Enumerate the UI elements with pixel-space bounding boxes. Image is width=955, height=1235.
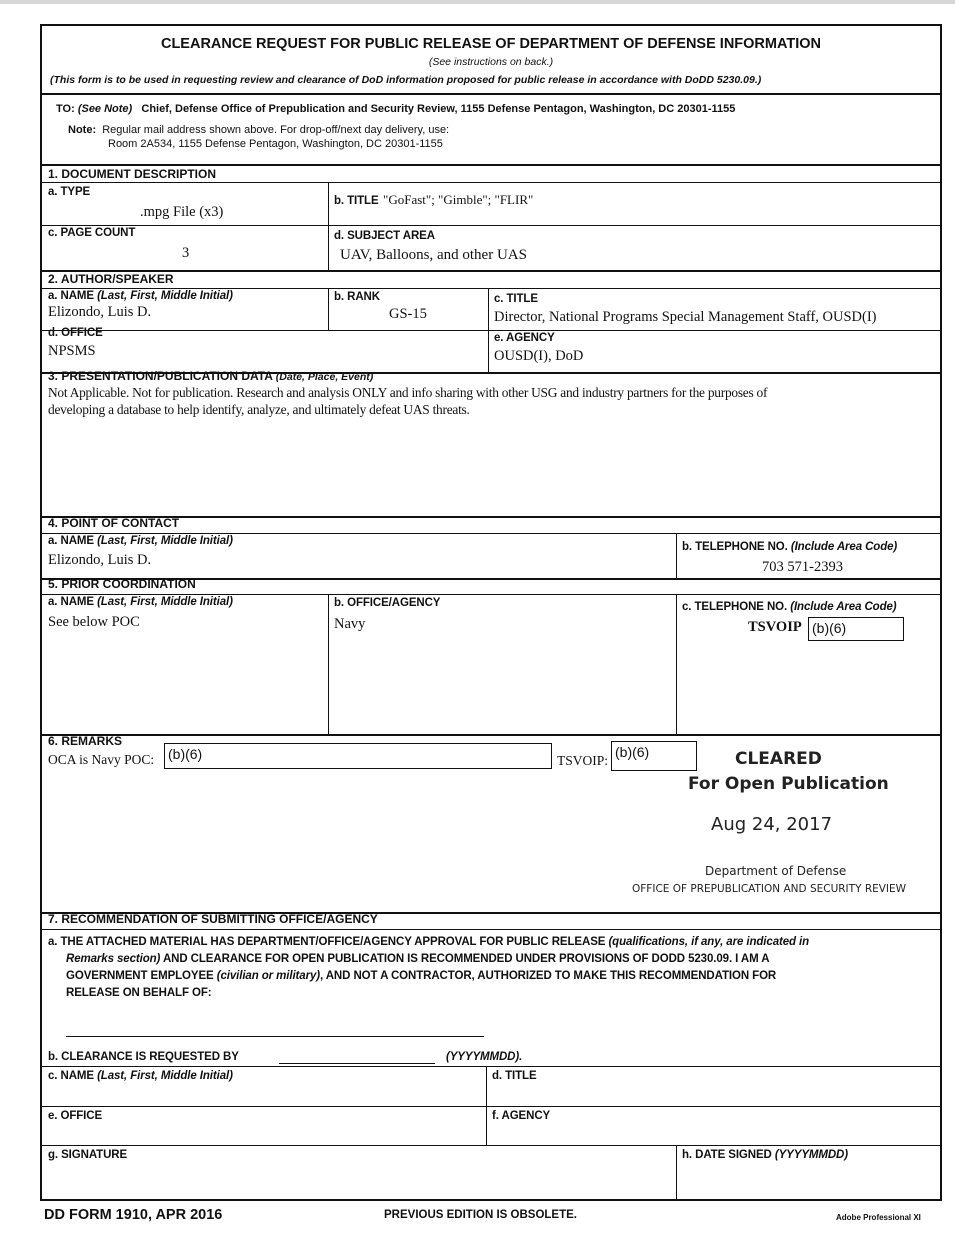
section2-heading: 2. AUTHOR/SPEAKER: [48, 272, 174, 286]
poc-phone-value: 703 571-2393: [762, 559, 843, 575]
note-text-2: Room 2A534, 1155 Defense Pentagon, Washington, DC 20301-1155: [108, 138, 443, 150]
clearance-date-line[interactable]: [279, 1063, 435, 1064]
doc-type-value: .mpg File (x3): [140, 204, 224, 220]
to-line: [56, 103, 735, 115]
form-id: DD FORM 1910, APR 2016: [44, 1207, 223, 1223]
rec-a-line3: GOVERNMENT EMPLOYEE: [66, 970, 217, 982]
software-note: Adobe Professional XI: [836, 1213, 921, 1222]
presentation-line-1: Not Applicable. Not for publication. Research and analysis ONLY and info sharing with other USG and industry partners for the purposes of: [48, 385, 768, 400]
section3-hint: (Date, Place, Event): [275, 371, 374, 383]
recommendation-line-3: [66, 970, 776, 982]
presentation-line-2: developing a database to help identify, analyze, and ultimately defeat UAS threats.: [48, 402, 470, 417]
rec-name-hint: (Last, First, Middle Initial): [97, 1070, 233, 1082]
recommendation-line-1: [48, 936, 809, 948]
rec-a-line1-it: (qualifications, if any, are indicated in: [608, 936, 810, 948]
prior-office-value: Navy: [334, 616, 366, 632]
form-title: CLEARANCE REQUEST FOR PUBLIC RELEASE OF DEPARTMENT OF DEFENSE INFORMATION: [160, 36, 822, 52]
rec-office-label: e. OFFICE: [48, 1110, 103, 1122]
author-name-value: Elizondo, Luis D.: [48, 304, 152, 320]
page-count-value: 3: [182, 245, 190, 261]
poc-name-label-wrap: [48, 535, 233, 547]
stamp-dept: Department of Defense: [705, 864, 847, 878]
stamp-for-open-publication: For Open Publication: [688, 774, 889, 794]
clearance-date-hint: (YYYYMMDD).: [446, 1051, 523, 1063]
poc-name-value: Elizondo, Luis D.: [48, 552, 152, 568]
poc-phone-hint: (Include Area Code): [790, 541, 898, 553]
rec-signature-label: g. SIGNATURE: [48, 1149, 128, 1161]
note-line: [68, 124, 449, 136]
to-address: Chief, Defense Office of Prepublication and Security Review, 1155 Defense Pentagon, Washington, DC 20301-1155: [141, 103, 736, 115]
rec-a-line1: a. THE ATTACHED MATERIAL HAS DEPARTMENT/OFFICE/AGENCY APPROVAL FOR PUBLIC RELEASE: [48, 936, 609, 948]
prior-phone-label-wrap: [682, 601, 897, 613]
prior-phone-hint: (Include Area Code): [790, 601, 897, 613]
stamp-cleared: CLEARED: [735, 749, 822, 769]
obsolete-note: PREVIOUS EDITION IS OBSOLETE.: [384, 1209, 577, 1221]
rec-a-line3-it: (civilian or military): [216, 970, 320, 982]
prior-phone-redaction: (b)(6): [808, 617, 904, 641]
on-behalf-of-line[interactable]: [66, 1036, 484, 1037]
section6-heading: 6. REMARKS: [48, 734, 123, 748]
subject-area-value: UAV, Balloons, and other UAS: [340, 247, 527, 263]
rec-name-label: c. NAME: [48, 1070, 94, 1082]
doc-title-label: b. TITLE: [334, 195, 379, 207]
author-name-label-wrap: [48, 290, 233, 302]
section7-heading: 7. RECOMMENDATION OF SUBMITTING OFFICE/AGENCY: [48, 912, 378, 926]
poc-phone-label-wrap: [682, 541, 897, 553]
dd-form-1910: [40, 24, 942, 1201]
prior-name-label-wrap: [48, 596, 233, 608]
rec-agency-label: f. AGENCY: [492, 1110, 551, 1122]
rank-value: GS-15: [389, 306, 427, 322]
prior-phone-prefix: TSVOIP: [748, 619, 802, 635]
section5-heading: 5. PRIOR COORDINATION: [48, 577, 196, 591]
clearance-requested-label: b. CLEARANCE IS REQUESTED BY: [48, 1051, 239, 1063]
oca-redaction: (b)(6): [164, 743, 552, 769]
rec-a-line2-it: Remarks section): [66, 953, 161, 965]
doc-title-value: "GoFast"; "Gimble"; "FLIR": [383, 192, 534, 207]
form-purpose: (This form is to be used in requesting review and clearance of DoD information proposed for public release in accordance with DoDD 5230.09.): [50, 74, 762, 86]
section1-heading: 1. DOCUMENT DESCRIPTION: [48, 167, 217, 181]
to-label: TO:: [56, 103, 75, 115]
to-see-note: (See Note): [77, 103, 133, 115]
prior-name-value: See below POC: [48, 614, 140, 630]
note-label: Note:: [68, 124, 97, 136]
prior-name-label: a. NAME: [48, 596, 94, 608]
poc-name-hint: (Last, First, Middle Initial): [97, 535, 233, 547]
note-text-1: Regular mail address shown above. For drop-off/next day delivery, use:: [102, 124, 450, 136]
rec-title-label: d. TITLE: [492, 1070, 537, 1082]
doc-type-label: a. TYPE: [48, 186, 91, 198]
rank-label: b. RANK: [334, 291, 380, 303]
author-name-hint: (Last, First, Middle Initial): [97, 290, 233, 302]
rec-date-signed-hint: (YYYYMMDD): [774, 1149, 848, 1161]
author-agency-label: e. AGENCY: [494, 332, 555, 344]
oca-label: OCA is Navy POC:: [48, 752, 155, 767]
rec-a-line2: AND CLEARANCE FOR OPEN PUBLICATION IS RECOMMENDED UNDER PROVISIONS OF DODD 5230.09. I AM A: [160, 953, 770, 965]
tsvoip-label: TSVOIP:: [557, 753, 609, 768]
tsvoip-redaction: (b)(6): [611, 741, 697, 771]
stamp-office: OFFICE OF PREPUBLICATION AND SECURITY REVIEW: [632, 883, 907, 895]
author-office-label: d. OFFICE: [48, 327, 103, 339]
recommendation-line-2: [66, 953, 769, 965]
form-instructions-note: (See instructions on back.): [428, 56, 554, 68]
section3-heading-wrap: [48, 369, 373, 383]
rec-date-signed-wrap: [682, 1149, 848, 1161]
rec-a-line3-post: , AND NOT A CONTRACTOR, AUTHORIZED TO MAKE THIS RECOMMENDATION FOR: [319, 970, 777, 982]
page-count-label: c. PAGE COUNT: [48, 227, 136, 239]
author-title-value: Director, National Programs Special Management Staff, OUSD(I): [494, 309, 877, 325]
section4-heading: 4. POINT OF CONTACT: [48, 516, 180, 530]
prior-name-hint: (Last, First, Middle Initial): [97, 596, 233, 608]
rec-name-label-wrap: [48, 1070, 233, 1082]
author-title-label: c. TITLE: [494, 293, 538, 305]
author-agency-value: OUSD(I), DoD: [494, 348, 584, 364]
top-edge: [0, 0, 955, 4]
section3-heading: 3. PRESENTATION/PUBLICATION DATA: [48, 369, 273, 383]
rec-a-line4: RELEASE ON BEHALF OF:: [66, 987, 212, 999]
poc-phone-label: b. TELEPHONE NO.: [682, 541, 788, 553]
stamp-date: Aug 24, 2017: [711, 814, 833, 835]
author-name-label: a. NAME: [48, 290, 94, 302]
subject-area-label: d. SUBJECT AREA: [334, 230, 435, 242]
author-office-value: NPSMS: [48, 343, 96, 359]
poc-name-label: a. NAME: [48, 535, 94, 547]
prior-phone-label: c. TELEPHONE NO.: [682, 601, 788, 613]
prior-office-label: b. OFFICE/AGENCY: [334, 597, 441, 609]
doc-title-field: [334, 191, 533, 209]
rec-date-signed-label: h. DATE SIGNED: [682, 1149, 772, 1161]
